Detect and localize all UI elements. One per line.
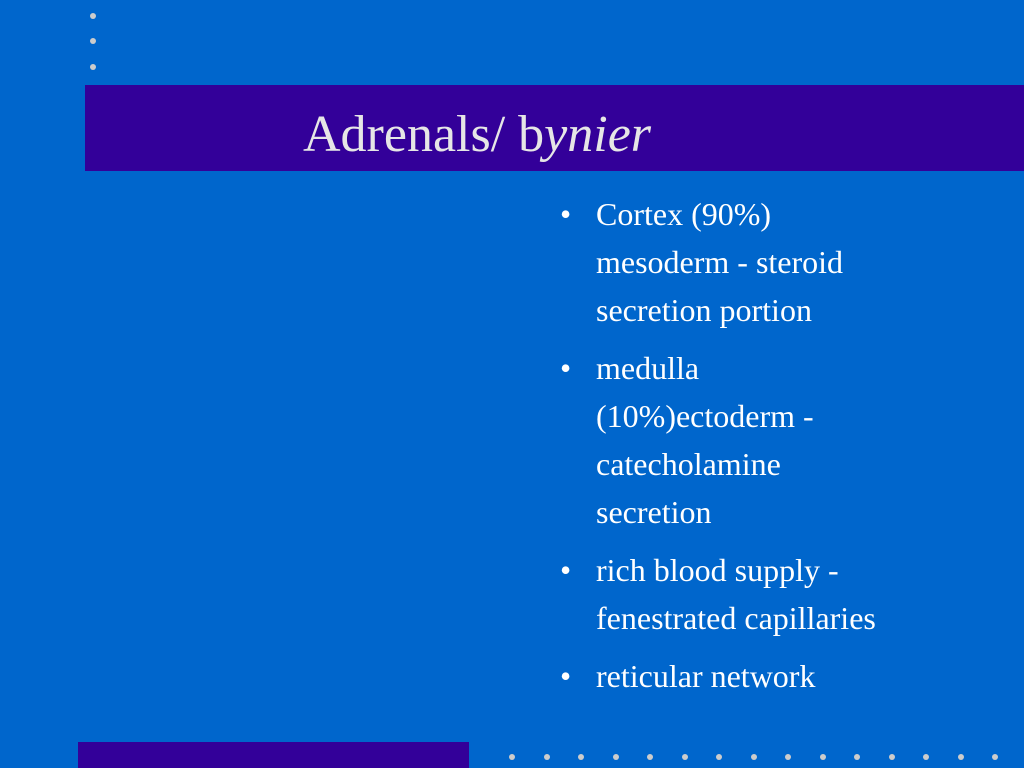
bullet-icon: •	[560, 196, 572, 232]
bullet-item	[560, 344, 960, 536]
bullet-line: reticular network	[596, 658, 816, 694]
bullet-line: mesoderm - steroid	[596, 244, 844, 280]
bullet-line: secretion portion	[596, 292, 812, 328]
bullet-line: secretion	[596, 494, 712, 530]
decorative-dot	[682, 754, 688, 760]
bullet-line: rich blood supply -	[596, 552, 839, 588]
decorative-dot	[647, 754, 653, 760]
decorative-dot	[509, 754, 515, 760]
bullet-line: fenestrated capillaries	[596, 600, 876, 636]
decorative-dot	[613, 754, 619, 760]
decorative-dot	[90, 38, 96, 44]
decorative-dot	[716, 754, 722, 760]
bullet-line: medulla	[596, 350, 700, 386]
decorative-dot	[958, 754, 964, 760]
decorative-dot	[90, 13, 96, 19]
bullet-text	[596, 546, 960, 642]
bullet-text	[596, 190, 960, 334]
slide-title-italic: ynier	[544, 106, 652, 163]
decorative-dot	[785, 754, 791, 760]
decorative-dot	[854, 754, 860, 760]
decorative-dot	[544, 754, 550, 760]
bullet-line: Cortex (90%)	[596, 196, 772, 232]
slide-title-regular: Adrenals/ b	[303, 106, 545, 163]
decorative-dot	[751, 754, 757, 760]
bullet-text	[596, 652, 960, 700]
bullet-icon: •	[560, 552, 572, 588]
slide-title	[303, 103, 651, 167]
decorative-dot	[820, 754, 826, 760]
bullet-line: (10%)ectoderm -	[596, 398, 814, 434]
decorative-dot	[923, 754, 929, 760]
decorative-dot	[578, 754, 584, 760]
decorative-dot	[889, 754, 895, 760]
bullet-text	[596, 344, 960, 536]
bullet-list	[560, 190, 960, 710]
bullet-item	[560, 652, 960, 700]
bullet-line: catecholamine	[596, 446, 781, 482]
bullet-item	[560, 546, 960, 642]
bullet-item	[560, 190, 960, 334]
bottom-bar	[78, 742, 469, 768]
bullet-icon: •	[560, 658, 572, 694]
bullet-icon: •	[560, 350, 572, 386]
decorative-dot	[90, 64, 96, 70]
decorative-dot	[992, 754, 998, 760]
